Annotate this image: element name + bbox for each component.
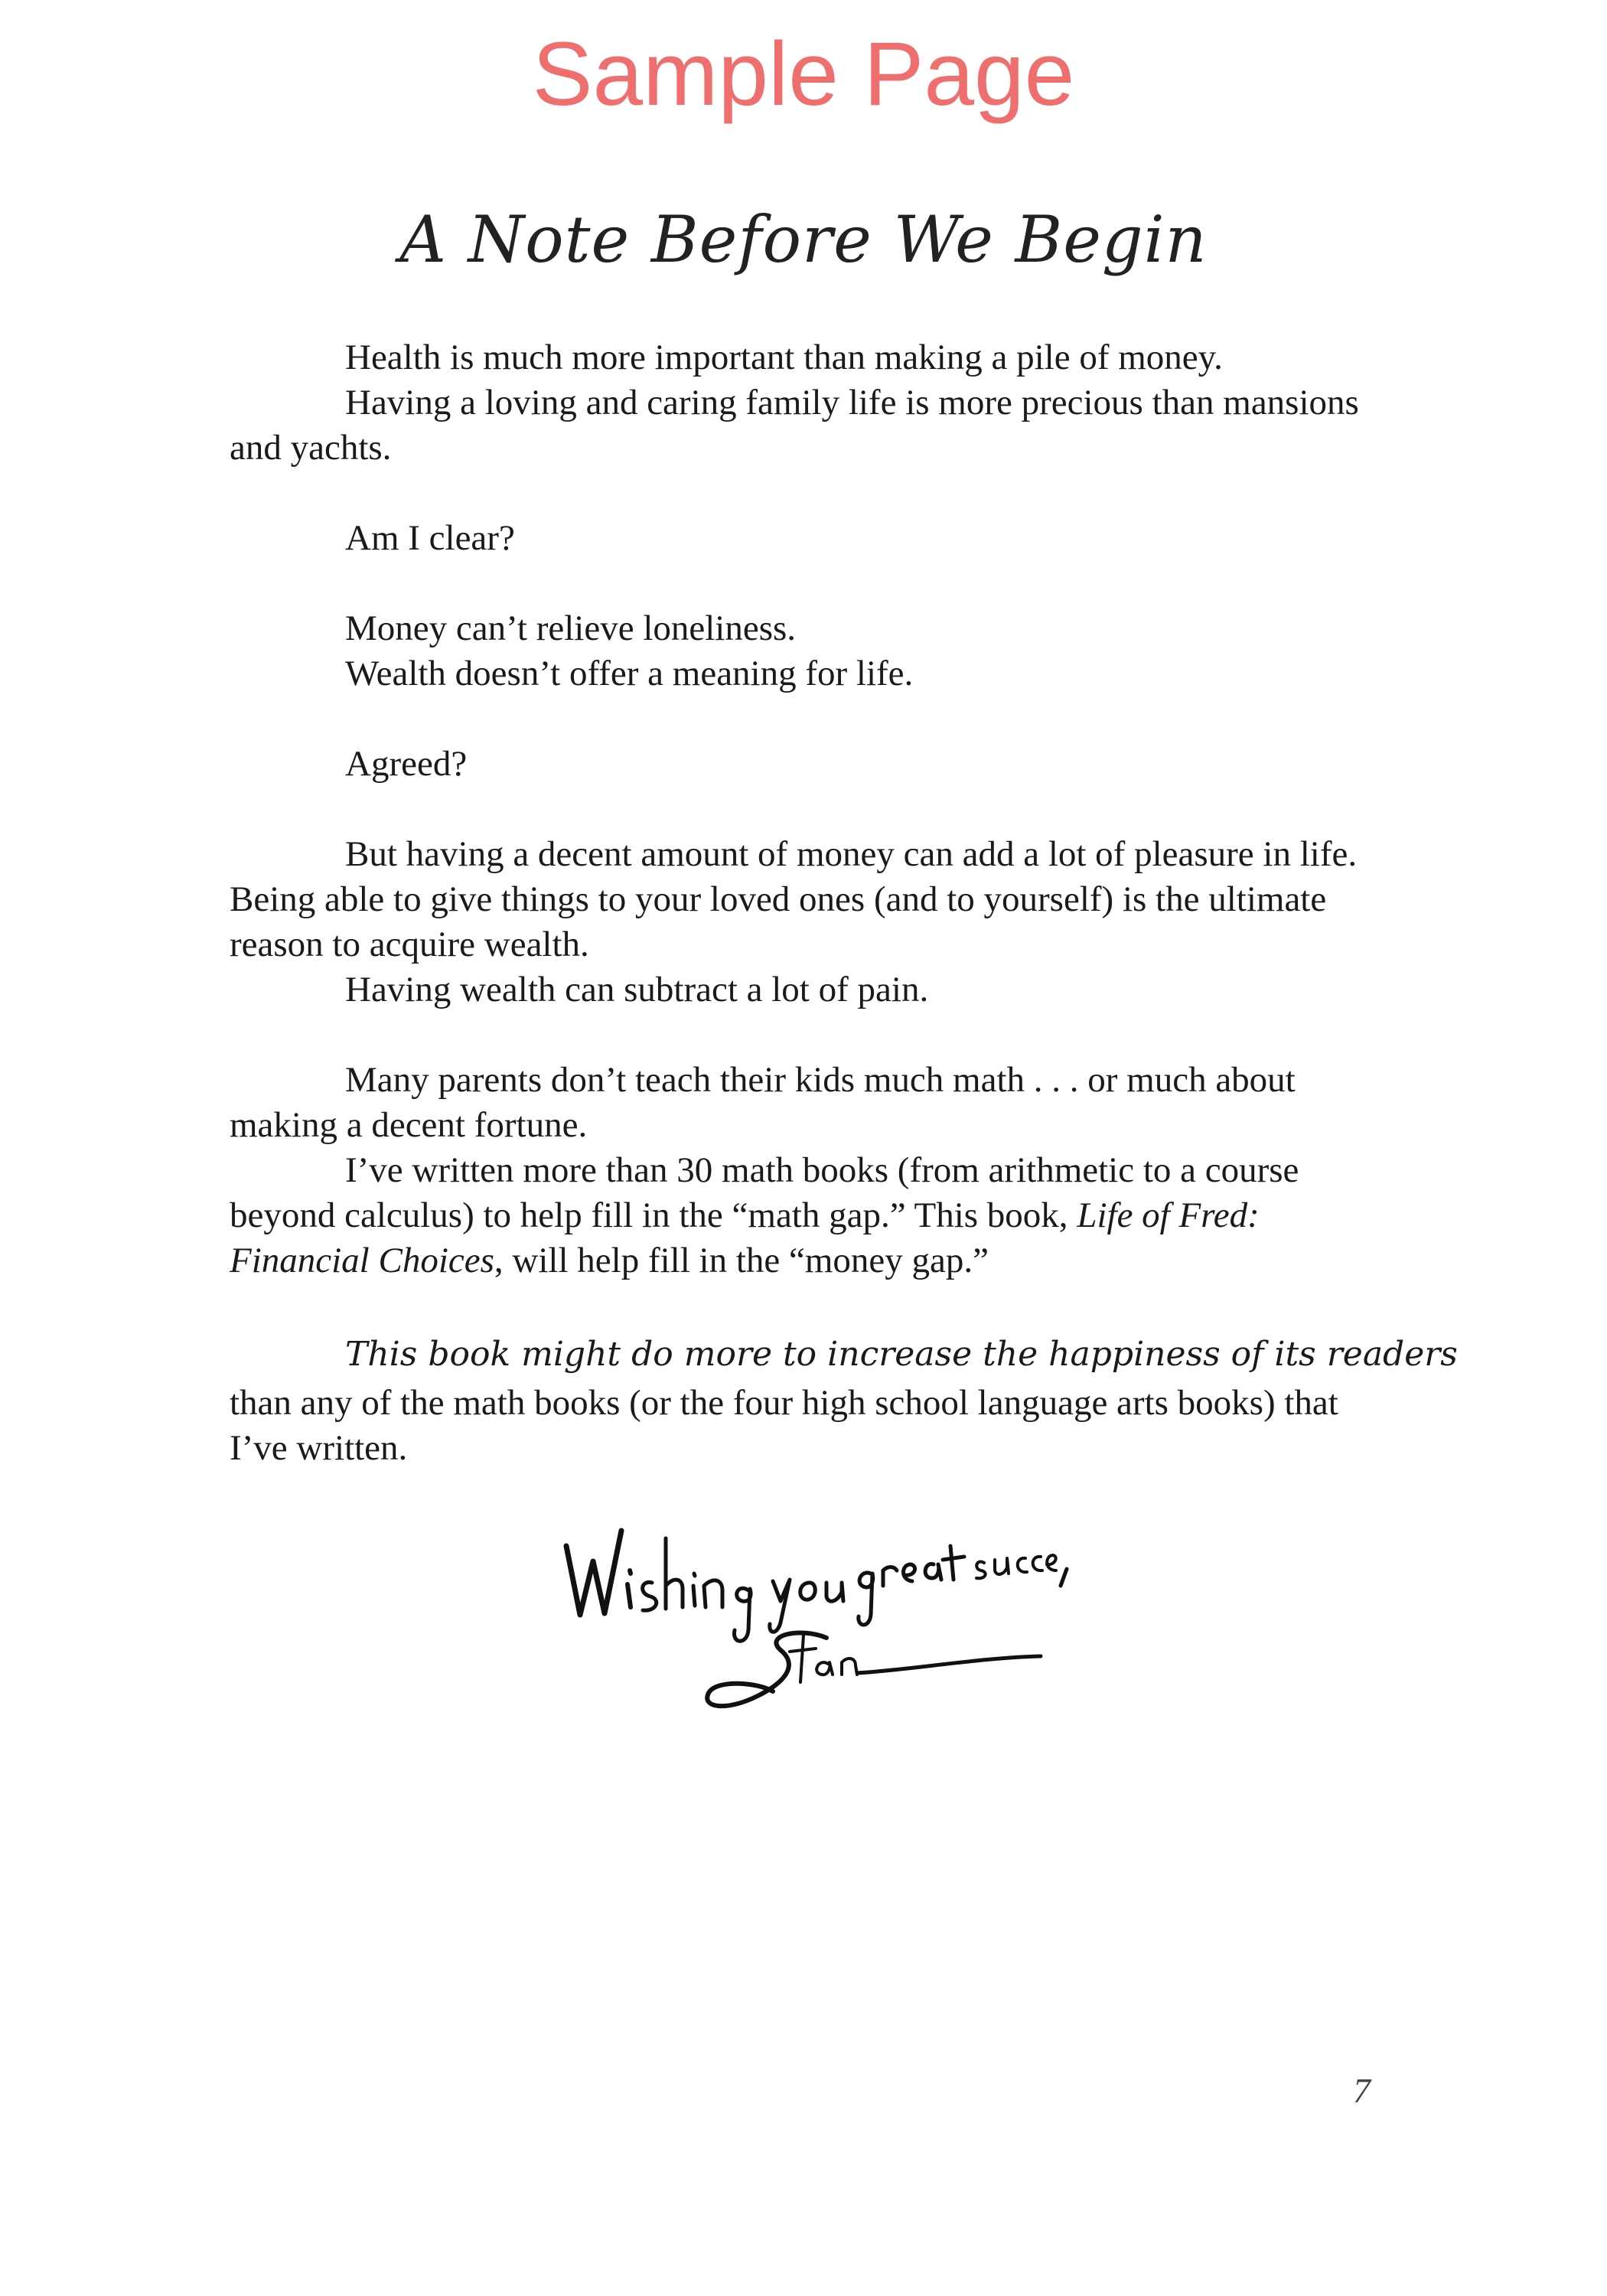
sample-page-watermark: Sample Page	[532, 24, 1075, 125]
paragraph-closing	[230, 1329, 1458, 1471]
closing-rest: than any of the math books (or the four high school language arts books) that I’ve written.	[230, 1383, 1338, 1468]
paragraph-pleasure: But having a decent amount of money can add a lot of pleasure in life. Being able to give things to your loved ones (and to yourself) is the ultimate reason to acquire wealth.	[230, 834, 1358, 964]
closing-script-line: This book might do more to increase the happiness of its readers	[345, 1335, 1458, 1374]
handwritten-signature	[551, 1500, 1071, 1730]
book-title: Life of Fred: Financial Choices	[230, 1195, 1260, 1280]
paragraph-pain: Having wealth can subtract a lot of pain.	[345, 970, 929, 1009]
paragraph-parents: Many parents don’t teach their kids much math . . . or much about making a decent fortune.	[230, 1060, 1296, 1145]
math-gap-text-start: I’ve written more than 30 math books (from arithmetic to a course beyond calculus) to help fill in the “math gap.” This book,	[230, 1150, 1299, 1235]
signature-drawing	[551, 1500, 1071, 1730]
page-title: A Note Before We Begin	[399, 202, 1208, 277]
math-gap-text-end: , will help fill in the “money gap.”	[494, 1241, 989, 1280]
paragraph-health: Health is much more important than making a pile of money.	[345, 338, 1223, 377]
paragraph-meaning: Wealth doesn’t offer a meaning for life.	[345, 654, 914, 693]
page-number: 7	[1353, 2071, 1371, 2110]
paragraph-agreed: Agreed?	[345, 744, 468, 784]
paragraph-math-gap	[230, 1148, 1377, 1283]
paragraph-loneliness: Money can’t relieve loneliness.	[345, 608, 797, 648]
paragraph-am-i-clear: Am I clear?	[345, 518, 515, 558]
body-text	[230, 335, 1458, 1471]
paragraph-family: Having a loving and caring family life is more precious than mansions and yachts.	[230, 383, 1359, 468]
